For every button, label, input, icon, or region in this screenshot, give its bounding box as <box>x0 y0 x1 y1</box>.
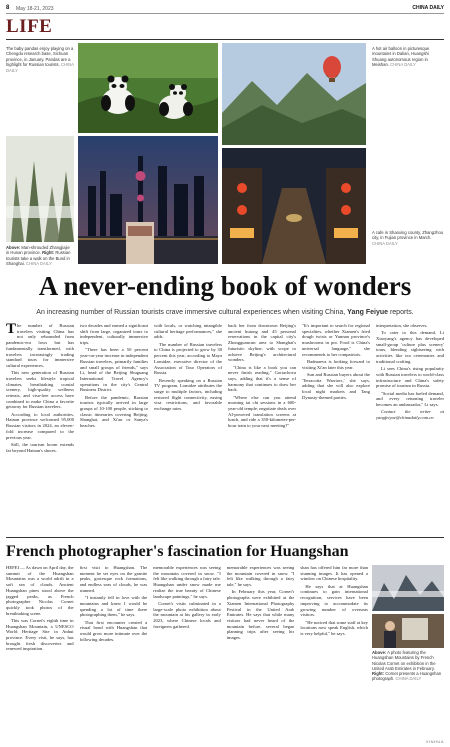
article-column-2: two decades and earned a significant shift from large, organized tours to independent, culturally immersive trips. "There has been a 50 percent year-on-year increase in independent Russian travelers, primarily families and small groups of friends," says Li, head of the Beijing Shuguang International Travel Agency's operations in the city's Central Business District. Before the pandemic, Russian tourists typically arrived in large groups of 10-100 people, sticking to classic itineraries covering Beijing, Shanghai, and Xi'an or Sanya's beaches. <box>80 323 148 429</box>
zhangjiajie-photo <box>6 136 74 242</box>
article-column-5: "It's important to search for regional specialties, whether Xiamen's fried dough twists or Yunnan province's mushrooms in pot. Food is China's universal language," she recommends to her compatriots. Badmaeva is looking forward to visiting Xi'an later this year. Sun and Russian buyers about the 'Terracotta Warriors,' she says, adding that she will also explore local night markets and Tang Dynasty-themed parties. <box>302 323 370 400</box>
article-body <box>6 323 444 533</box>
publication-name: CHINA DAILY <box>412 5 444 11</box>
shanghai-skyline <box>78 136 218 264</box>
sidebar-column-5: shan has offered him far more than stunning images. It has opened a window on Chinese hospitality. He says that at Huangshan continues to gain international recognition, services have been improving to accommodate its growing number of overseas visitors. "He noticed that some staff at key locations now speak English, which is very helpful," he says. <box>300 565 368 636</box>
huangshan-exhibition-photo <box>372 565 444 611</box>
footer-credit: XINHUA <box>425 739 444 744</box>
balloon-mountains-illustration <box>222 43 366 145</box>
mid-rule <box>6 537 444 538</box>
sidebar-headline: French photographer's fascination for Huangshan <box>6 543 349 560</box>
section-title: LIFE <box>6 16 53 37</box>
issue-date: May 18-21, 2023 <box>16 6 54 12</box>
balloon-caption: A hot air balloon in picturesque mountains in Dalian, Huangshi Shuang autonomous region in Meishan. CHINA DAILY <box>372 46 430 68</box>
panda-illustration <box>78 43 218 133</box>
photographer-illustration <box>372 614 444 648</box>
drop-cap: T <box>6 323 17 337</box>
section-rule <box>6 39 444 40</box>
sidebar-column-2: first visit to Huangshan. The moment he set eyes on the granite peaks, grotesque rock formations, and endless seas of clouds, he was stunned. "I instantly fell in love with the mountains and knew I would be spending a lot of time there photographing them," he says. That first encounter created a visual bond with Huangshan that would grow more intimate over the following decades. <box>79 565 148 642</box>
page-number: 8 <box>6 5 10 11</box>
article-column-4: back her from downtown Beijing's ancient hutong and 45 personal reservations in the capital city's Zhongguancun area to Shanghai's futuristic skyline, with scope to achieve Beijing's architectural wonders. "China is like a book you can never finish reading," Goriachova says, adding that it's a sense of harmony that continues to draw her back. "Where else can you attend morning tai chi sessions in a 600-year-old temple, negotiate deals over AI-powered translation screens at lunch, and ride a 350-kilometer-per-hour train to your next meeting?" <box>228 323 296 429</box>
panda-photo <box>78 43 218 133</box>
article-headline: A never-ending book of wonders <box>38 271 412 301</box>
hot-air-balloon-photo <box>222 43 366 145</box>
sidebar-column-1: HEFEI — As dawn on April day, the summit of the Huangshan Mountains was a world adrift in a soft sea of clouds. Ancient Huangshan pines stood above the jagged peaks, as French photographer Nicolas Cornet quickly took photos of the breathtaking scene. This was Cornet's eighth time in Huangshan Mountain, a UNESCO World Heritage Site in Anhui province. Every visit, he says, has brought fresh discoveries and renewed inspiration. <box>6 565 74 652</box>
panda-caption: The baby pandas enjoy playing on a Chengdu research base, Sichuan province, in January. Pandas are a highlight for Russian tourists. CHINA DAILY <box>6 46 74 73</box>
shanghai-night-photo <box>78 136 218 264</box>
sidebar-caption: Above: A photo featuring the Huangshan Mountains by French Nicolas Cornet on exhibition in the United Arab Emirates in February. Right: Cornet presents a Huangshan photograph. CHINA DAILY <box>372 650 442 682</box>
article-column-6: interpretation, she observes. To cater to this demand, Li Xiaoyang's agency has developed small-group 'culture plus scenery' tours, blending sightseeing with activities like tea ceremonies and traditional crafting. Li sees China's rising popularity with Russian travelers to world-class infrastructure and China's safety promise of tourism in Russia. "Social media has fueled demand, and every returning traveler becomes an ambassador," Li says. Contact the writer at yangfeiyue@chinadaily.com.cn <box>376 323 444 420</box>
article-column-1: The number of Russian travelers visiting China has not only rebounded from pandemic-era lows but has fundamentally transformed, with travelers increasingly trading standard tours for immersive cultural experiences. This new generation of Russian travelers seeks lifestyle tropical climates, breathtaking coastal scenery, high-quality wellness retreats, and visa-free access have combined to make China a favorite getaway for Russian travelers. According to local authorities, Hainan province welcomed 95,000 Russian visitors in 2024, an eleven-fold increase compared to the previous year. Still, the tourism boom extends far beyond Hainan's shores. <box>6 323 74 453</box>
left-photos-caption: Above: Man-shrouded Zhangjiajie in Hunan province. Right: Russian tourists take a walk on the Bund in Shanghai. CHINA DAILY <box>6 245 71 267</box>
huangshan-illustration <box>372 565 444 611</box>
lantern-lane-illustration <box>222 148 366 264</box>
header-rule <box>6 13 444 14</box>
lantern-street-photo <box>222 148 366 264</box>
article-author: Yang Feiyue <box>347 309 389 316</box>
article-deck: An increasing number of Russian tourists crave immersive cultural experiences when visiting China, Yang Feiyue reports. <box>36 309 414 316</box>
sidebar-column-3: memorable experiences was seeing the mountain covered in snow. "I felt like walking through a fairy tale. Huangshan under snow made me realize the true beauty of Chinese landscape paintings," he says. Cornet's visits culminated in a large-scale photo exhibition about the mountain at his gallery in early 2023, where Chinese locals and foreigners gathered. <box>153 565 221 629</box>
lantern-caption: A cafe in Shaoxing county, Zhangzhou city, in Fujian province in March. CHINA DAILY <box>372 230 444 246</box>
cornet-portrait-photo <box>372 614 444 648</box>
contact-line: Contact the writer at yangfeiyue@chinadaily.com.cn <box>376 409 444 420</box>
mountain-mist-illustration <box>6 136 74 242</box>
sidebar-article-body <box>6 565 368 740</box>
article-column-3: with locals, or watching intangible cultural heritage performances," she adds. The number of Russian travelers to China is projected to grow by 30 percent this year, according to Maya Lomidze, executive director of the Association of Tour Operators of Russia. Recently speaking on a Russian TV program, Lomidze attributes the surge to multiple factors, including restored flight connectivity, easing visa restrictions, and favorable exchange rates. <box>154 323 222 412</box>
sidebar-column-4: memorable experiences was seeing the mountain covered in snow. "I felt like walking through a fairy tale," he says. In February this year, Cornet's photographs were exhibited at the Xiamen International Photography Festival in the United Arab Emirates. He says that while many visitors had never heard of the mountain before, several began planning trips after seeing his images. <box>226 565 295 641</box>
